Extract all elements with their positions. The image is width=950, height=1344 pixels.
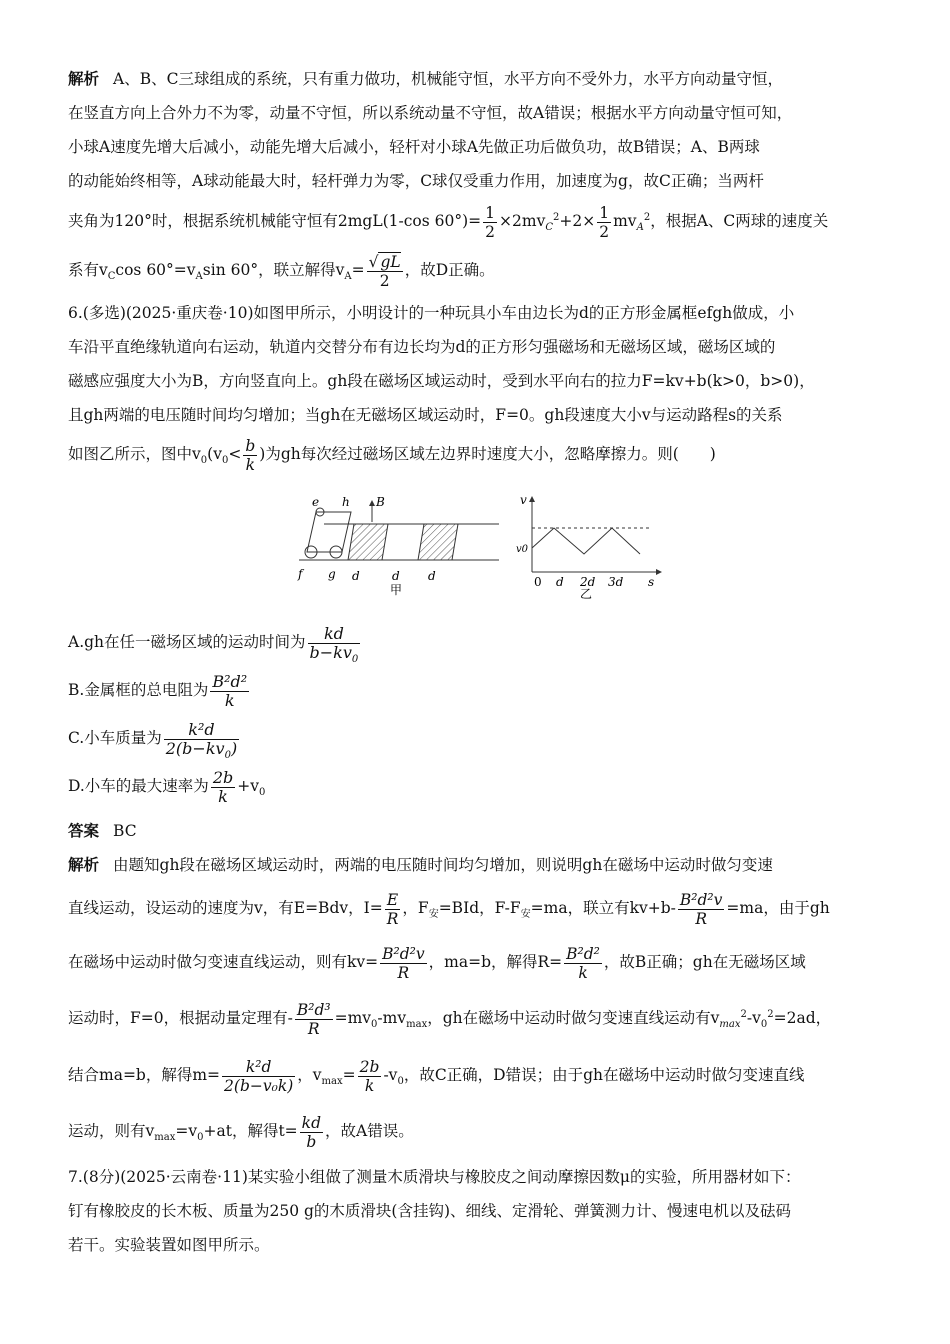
- text: mv: [613, 212, 637, 230]
- text: ，故C正确，D错误；由于gh在磁场中运动时做匀变速直线: [403, 1066, 805, 1084]
- q6-analysis-3: [68, 934, 886, 990]
- q6-analysis-4: 运动时，F=0，根据动量定理有- $\frac{\text{B²d³}}{R}$ $=mv_0-mv_{max}$，gh在磁场中运动时做匀变速直线运动有$v_{max}^2-v_0^2=2ad$，: [68, 1000, 832, 1038]
- text: ，F: [402, 899, 429, 917]
- text: 钉有橡胶皮的长木板、质量为250 g的木质滑块(含挂钩)、细线、定滑轮、弹簧测力计、慢速电机以及砝码: [68, 1202, 792, 1220]
- fraction: [211, 769, 235, 806]
- text: 若干。实验装置如图甲所示。: [68, 1236, 270, 1254]
- q5-line1: [68, 62, 886, 96]
- text: ，故A错误。: [325, 1122, 414, 1140]
- num: B²d²v: [679, 890, 723, 909]
- q6-stem2: [68, 330, 886, 364]
- text: -v: [383, 1066, 398, 1084]
- text: 系有v: [68, 261, 108, 279]
- text: +at，解得t=: [203, 1122, 298, 1140]
- q7-question: [68, 1160, 886, 1262]
- option-a[interactable]: [68, 622, 886, 665]
- den: R: [386, 909, 399, 928]
- num: 2b: [212, 767, 234, 787]
- num: 1: [485, 203, 496, 222]
- text: =: [342, 1066, 356, 1084]
- label-v0: v0: [516, 544, 529, 555]
- q5-line6: 系有$v_C\cos$ $60^\circ=v_A\sin$ 60°，联立解得$v_A=$ $\frac{√ gL}{2}$ ，故D正确。: [68, 252, 495, 290]
- num: b: [245, 436, 256, 455]
- text: sin 60°，联立解得v: [202, 261, 345, 279]
- den: k: [245, 455, 255, 474]
- text: =ma，联立有kv+b-: [530, 899, 676, 917]
- den-text: 2(b−kv: [165, 738, 225, 758]
- label-B: B: [376, 495, 385, 509]
- label-f: f: [298, 567, 303, 581]
- radicand: gL: [380, 252, 401, 271]
- fraction: [300, 1114, 323, 1151]
- text: =BId，F-F: [438, 899, 521, 917]
- num: B²d²v: [382, 944, 425, 963]
- sub: max: [406, 1019, 428, 1031]
- fraction: [678, 891, 725, 928]
- num: 1: [599, 203, 610, 222]
- label-g: g: [328, 567, 336, 581]
- fraction-sqrt: [367, 253, 403, 290]
- option-b[interactable]: [68, 670, 886, 710]
- den: 2(b−v₀k): [224, 1076, 294, 1095]
- text: ，gh在磁场中运动时做匀变速直线运动有v: [427, 1009, 720, 1027]
- text: 磁感应强度大小为B，方向竖直向上。gh段在磁场区域运动时，受到水平向右的拉力F=kv+b(k>0，b>0)，: [68, 372, 815, 390]
- text: (v: [207, 445, 222, 463]
- label-v: v: [520, 493, 527, 507]
- den: $b-kv_0$: [309, 642, 359, 665]
- text: 在竖直方向上合外力不为零，动量不守恒，所以系统动量不守恒，故A错误；根据水平方向动量守恒可知，: [68, 104, 793, 122]
- den: $2(b-kv_0)$: [165, 738, 238, 761]
- den: R: [397, 963, 410, 982]
- sub: 0: [760, 1019, 768, 1031]
- den: k: [578, 963, 588, 982]
- q5-line5: 夹角为120°时，根据系统机械能守恒有2mgL(1-cos 60°)= $\frac{1}{2}$ $\times 2mv_C^2+2\times$ $\frac{1}{2}$ $mv_A^2$，根据A、C两球的速度关: [68, 203, 829, 241]
- q6-answer: [68, 814, 886, 848]
- text: -v: [746, 1009, 761, 1027]
- option-text: +v: [237, 777, 259, 795]
- label-d3: d: [428, 569, 436, 583]
- fraction: [483, 204, 497, 241]
- answer-label: 答案: [68, 821, 100, 840]
- num: B²d³: [296, 1000, 331, 1019]
- text: A、B、C三球组成的系统，只有重力做功，机械能守恒，水平方向不受外力，水平方向动量守恒，: [113, 70, 783, 88]
- den: b: [306, 1132, 317, 1151]
- text: 7.(8分)(2025·云南卷·11)某实验小组做了测量木质滑块与橡胶皮之间动摩擦因数μ的实验，所用器材如下：: [68, 1168, 801, 1186]
- num: √ gL: [368, 252, 401, 271]
- analysis-label: 解析: [68, 855, 100, 874]
- q5-line4: [68, 164, 886, 198]
- q6-stem1: [68, 296, 886, 330]
- text: 结合ma=b，解得m=: [68, 1066, 221, 1084]
- den: k: [224, 690, 235, 710]
- den: 2: [485, 222, 496, 241]
- den: R: [307, 1019, 320, 1038]
- figure-jia: [294, 494, 514, 597]
- text: ，ma=b，解得R=: [428, 953, 563, 971]
- label-d1: d: [352, 569, 360, 583]
- text: ，故D正确。: [404, 261, 495, 279]
- q6-stem3: [68, 364, 886, 398]
- text: 小球A速度先增大后减小，动能先增大后减小，轻杆对小球A先做正功后做负功，故B错误；A、B两球: [68, 138, 760, 156]
- num: k²d: [222, 1058, 295, 1077]
- text: 由题知gh段在磁场区域运动时，两端的电压随时间均匀增加，则说明gh在磁场中运动时做匀变速: [113, 856, 773, 874]
- label-zero: 0: [534, 575, 542, 589]
- fraction: [222, 1058, 295, 1095]
- sub: 0: [397, 1076, 404, 1088]
- label-jia: 甲: [390, 583, 403, 597]
- text: ，故B正确；gh在无磁场区域: [603, 953, 806, 971]
- label-yi: 乙: [580, 587, 593, 601]
- text: 车沿平直绝缘轨道向右运动，轨道内交替分布有边长均为d的正方形匀强磁场和无磁场区域，磁场区域的: [68, 338, 776, 356]
- text: 且gh两端的电压随时间均匀增加；当gh在无磁场区域运动时，F=0。gh段速度大小v与运动路程s的关系: [68, 406, 783, 424]
- q6-question: [68, 296, 886, 1158]
- answer-value: BC: [113, 822, 137, 840]
- q7-line2: [68, 1194, 886, 1228]
- text: 在磁场中运动时做匀变速直线运动，则有kv=: [68, 953, 379, 971]
- den-text: b−kv: [309, 642, 352, 662]
- sub: max: [321, 1076, 343, 1088]
- den: R: [695, 909, 707, 928]
- num: k²d: [164, 721, 239, 740]
- text: 6.(多选)(2025·重庆卷·10)如图甲所示，小明设计的一种玩具小车由边长为d的正方形金属框efgh做成，小: [68, 304, 795, 322]
- option-text: D.小车的最大速率为: [68, 777, 209, 795]
- text: 运动时，F=0，根据动量定理有-: [68, 1009, 293, 1027]
- q6-stem4: [68, 398, 886, 432]
- num: kd: [301, 1113, 321, 1132]
- option-text: A.gh在任一磁场区域的运动时间为: [68, 633, 306, 651]
- den: k: [364, 1076, 375, 1095]
- text: =: [351, 261, 365, 279]
- text: 的动能始终相等，A球动能最大时，轻杆弹力为零，C球仅受重力作用，加速度为g，故C正确；当两杆: [68, 172, 764, 190]
- option-c[interactable]: [68, 718, 886, 761]
- text: +2×: [559, 212, 596, 230]
- fraction: [597, 204, 611, 241]
- figure-yi: [516, 493, 668, 601]
- fraction: [308, 623, 361, 665]
- text: )为gh每次经过磁场区域左边界时速度大小，忽略摩擦力。则( ): [259, 445, 716, 463]
- fraction: [243, 437, 257, 474]
- q5-analysis: [68, 62, 886, 296]
- q6-stem5: 如图乙所示，图中$v_0(v_0<$ $\frac{b}{k}$ )为gh每次经过磁场区域左边界时速度大小，忽略摩擦力。则( ): [68, 436, 716, 474]
- text: 夹角为120°时，根据系统机械能守恒有2mgL(1-cos 60°)=: [68, 212, 482, 230]
- sub: 0: [371, 1019, 378, 1031]
- label-h: h: [342, 495, 350, 509]
- q6-analysis-2: [68, 882, 886, 934]
- q7-line1: [68, 1160, 886, 1194]
- text: ，v: [297, 1066, 322, 1084]
- text: =v: [175, 1122, 198, 1140]
- num: B²d²: [212, 671, 248, 691]
- den: 2: [599, 222, 610, 241]
- option-text: C.小车质量为: [68, 729, 162, 747]
- text: =2ad，: [773, 1009, 832, 1027]
- label-3d: 3d: [608, 575, 624, 589]
- label-d: d: [556, 575, 564, 589]
- text: 如图乙所示，图中v: [68, 445, 201, 463]
- text: -mv: [377, 1009, 407, 1027]
- text: ，根据A、C两球的速度关: [650, 212, 829, 230]
- document-page: [68, 62, 886, 1262]
- text: ×2mv: [499, 212, 546, 230]
- option-text: B.金属框的总电阻为: [68, 681, 209, 699]
- fraction: [295, 1001, 333, 1038]
- q5-line3: [68, 130, 886, 164]
- text: =mv: [334, 1009, 372, 1027]
- text: 直线运动，设运动的速度为v，有E=Bdv，I=: [68, 899, 383, 917]
- analysis-label: 解析: [68, 69, 100, 88]
- label-e: e: [312, 495, 320, 509]
- text: =ma，由于gh: [726, 899, 830, 917]
- den: 2: [379, 271, 390, 290]
- num: 2b: [359, 1057, 380, 1076]
- q6-figures: [68, 494, 886, 614]
- q6-analysis-5: [68, 1046, 886, 1104]
- fraction: [385, 891, 401, 928]
- fraction: [164, 719, 239, 761]
- num: B²d²: [566, 944, 600, 963]
- text: <: [228, 445, 242, 463]
- sub: 0: [197, 1132, 204, 1144]
- q6-analysis-1: [68, 848, 886, 882]
- den: k: [218, 786, 228, 806]
- sub: 安: [520, 909, 531, 921]
- fraction: [358, 1058, 382, 1095]
- option-d[interactable]: D.小车的最大速率为 $\frac{2b}{k}$ $+v_0$: [68, 767, 266, 806]
- q6-analysis-6: [68, 1104, 886, 1158]
- sub: max: [719, 1019, 741, 1031]
- text: cos 60°=v: [115, 261, 196, 279]
- text: 运动，则有v: [68, 1122, 155, 1140]
- sub: max: [154, 1132, 176, 1144]
- sub: 安: [428, 909, 439, 921]
- q5-line2: [68, 96, 886, 130]
- num: kd: [308, 625, 361, 644]
- label-d2: d: [392, 569, 400, 583]
- label-s: s: [648, 575, 655, 589]
- fraction: [210, 673, 249, 710]
- fraction: [380, 945, 427, 982]
- label-2d: 2d: [580, 575, 596, 589]
- q7-line3: [68, 1228, 886, 1262]
- fraction: [564, 945, 602, 982]
- num: E: [385, 891, 401, 910]
